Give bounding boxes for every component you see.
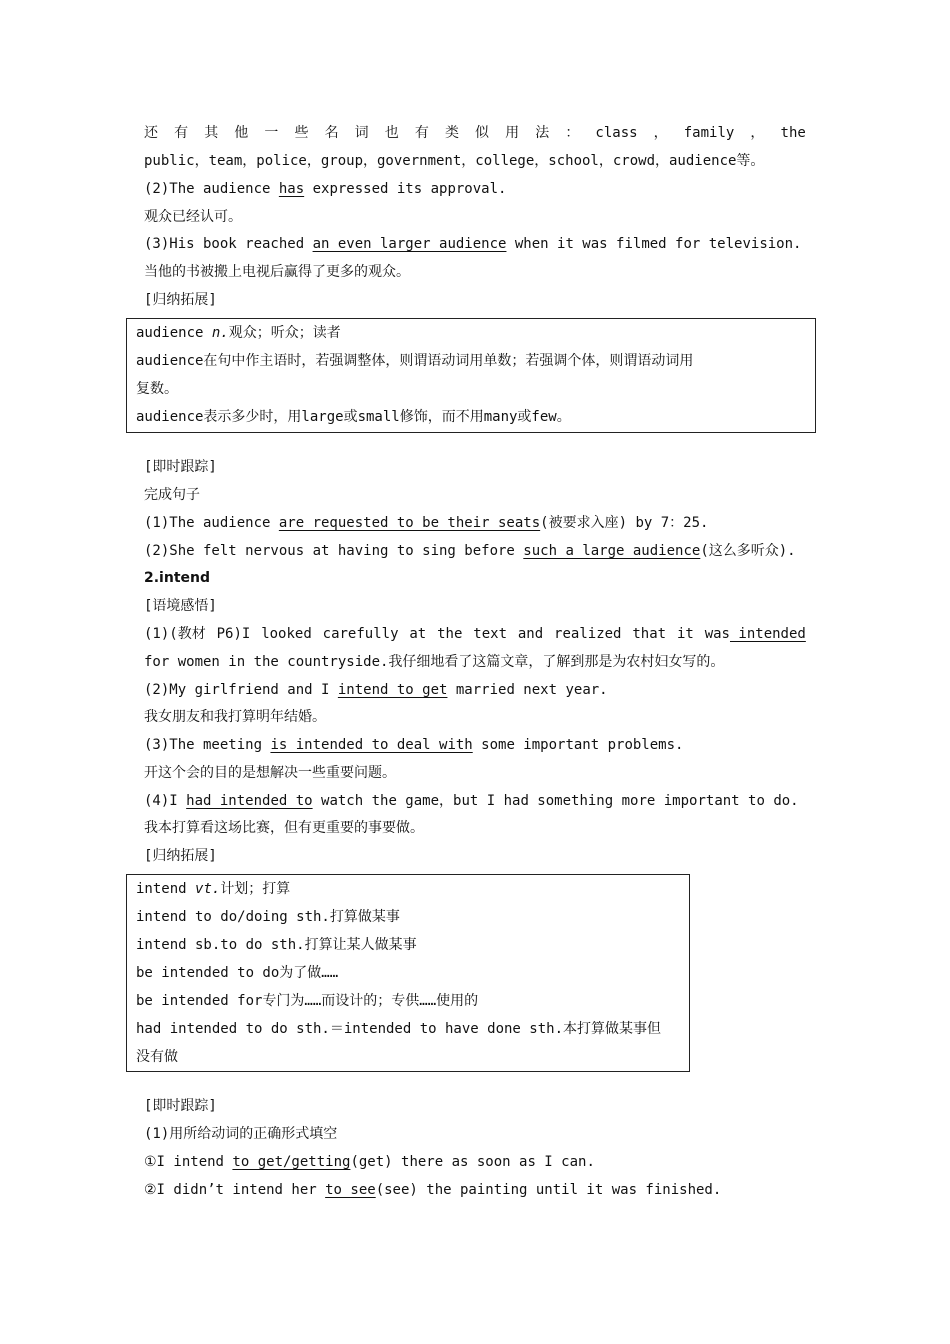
box-line: audience表示多少时，用large或small修饰，而不用many或few。 bbox=[136, 409, 571, 425]
box-line: intend to do/doing sth.打算做某事 bbox=[136, 909, 400, 925]
example-sentence: (3)His book reached an even larger audience when it was filmed for television. bbox=[144, 236, 802, 252]
exercise-item: ①I intend to get/getting(get) there as soon as I can. bbox=[144, 1154, 595, 1170]
summary-box-intend bbox=[126, 874, 690, 1072]
section-heading: [语境感悟] bbox=[144, 598, 217, 614]
usage-note-line-1: 还 有 其 他 一 些 名 词 也 有 类 似 用 法 ： class ， family ， the bbox=[144, 125, 806, 141]
section-heading: [即时跟踪] bbox=[144, 1098, 217, 1114]
box-line: had intended to do sth.＝intended to have done sth.本打算做某事但 bbox=[136, 1021, 662, 1037]
answer-blank: to see bbox=[325, 1182, 376, 1198]
box-line: intend sb.to do sth.打算让某人做某事 bbox=[136, 937, 417, 953]
example-translation: 当他的书被搬上电视后赢得了更多的观众。 bbox=[144, 264, 410, 280]
box-line: audience在句中作主语时，若强调整体，则谓语动词用单数；若强调个体，则谓语动词用 bbox=[136, 353, 694, 369]
summary-box-audience bbox=[126, 318, 816, 433]
example-sentence: (2)The audience has expressed its approval. bbox=[144, 181, 507, 197]
answer-blank: intended bbox=[729, 626, 806, 642]
usage-note-line-2: public，team，police，group，government，college，school，crowd，audience等。 bbox=[144, 153, 765, 169]
section-heading: [即时跟踪] bbox=[144, 459, 217, 475]
exercise-instruction: 完成句子 bbox=[144, 487, 200, 503]
example-translation: 开这个会的目的是想解决一些重要问题。 bbox=[144, 765, 396, 781]
example-sentence: (3)The meeting is intended to deal with some important problems. bbox=[144, 737, 684, 753]
example-sentence: (1)(教材 P6)I looked carefully at the text and realized that it was intended bbox=[144, 626, 806, 642]
answer-blank: such a large audience bbox=[523, 543, 701, 559]
exercise-instruction: (1)用所给动词的正确形式填空 bbox=[144, 1126, 338, 1142]
example-sentence-continued: for women in the countryside.我仔细地看了这篇文章，了解到那是为农村妇女写的。 bbox=[144, 654, 725, 670]
example-translation: 我本打算看这场比赛，但有更重要的事要做。 bbox=[144, 820, 424, 836]
answer-blank: an even larger audience bbox=[312, 236, 507, 252]
example-translation: 观众已经认可。 bbox=[144, 209, 242, 225]
box-line: intend vt.计划；打算 bbox=[136, 881, 291, 897]
answer-blank: intend to get bbox=[337, 682, 448, 698]
box-line: audience n.观众；听众；读者 bbox=[136, 325, 341, 341]
answer-blank: has bbox=[278, 181, 305, 197]
example-sentence: (2)My girlfriend and I intend to get married next year. bbox=[144, 682, 608, 698]
answer-blank: to get/getting bbox=[232, 1154, 351, 1170]
example-translation: 我女朋友和我打算明年结婚。 bbox=[144, 709, 326, 725]
exercise-item: (2)She felt nervous at having to sing before such a large audience(这么多听众). bbox=[144, 543, 796, 559]
section-heading: [归纳拓展] bbox=[144, 292, 217, 308]
answer-blank: are requested to be their seats bbox=[278, 515, 541, 531]
box-line: be intended for专门为……而设计的；专供……使用的 bbox=[136, 993, 479, 1009]
exercise-item: (1)The audience are requested to be their seats(被要求入座) by 7：25. bbox=[144, 515, 709, 531]
answer-blank: had intended to bbox=[186, 793, 313, 809]
vocab-title: 2.intend bbox=[144, 570, 211, 586]
box-line: 没有做 bbox=[136, 1049, 178, 1065]
box-line: be intended to do为了做…… bbox=[136, 965, 339, 981]
exercise-item: ②I didn’t intend her to see(see) the painting until it was finished. bbox=[144, 1182, 722, 1198]
section-heading: [归纳拓展] bbox=[144, 848, 217, 864]
example-sentence: (4)I had intended to watch the game，but I had something more important to do. bbox=[144, 793, 799, 809]
answer-blank: is intended to deal with bbox=[270, 737, 473, 753]
box-line: 复数。 bbox=[136, 381, 178, 397]
